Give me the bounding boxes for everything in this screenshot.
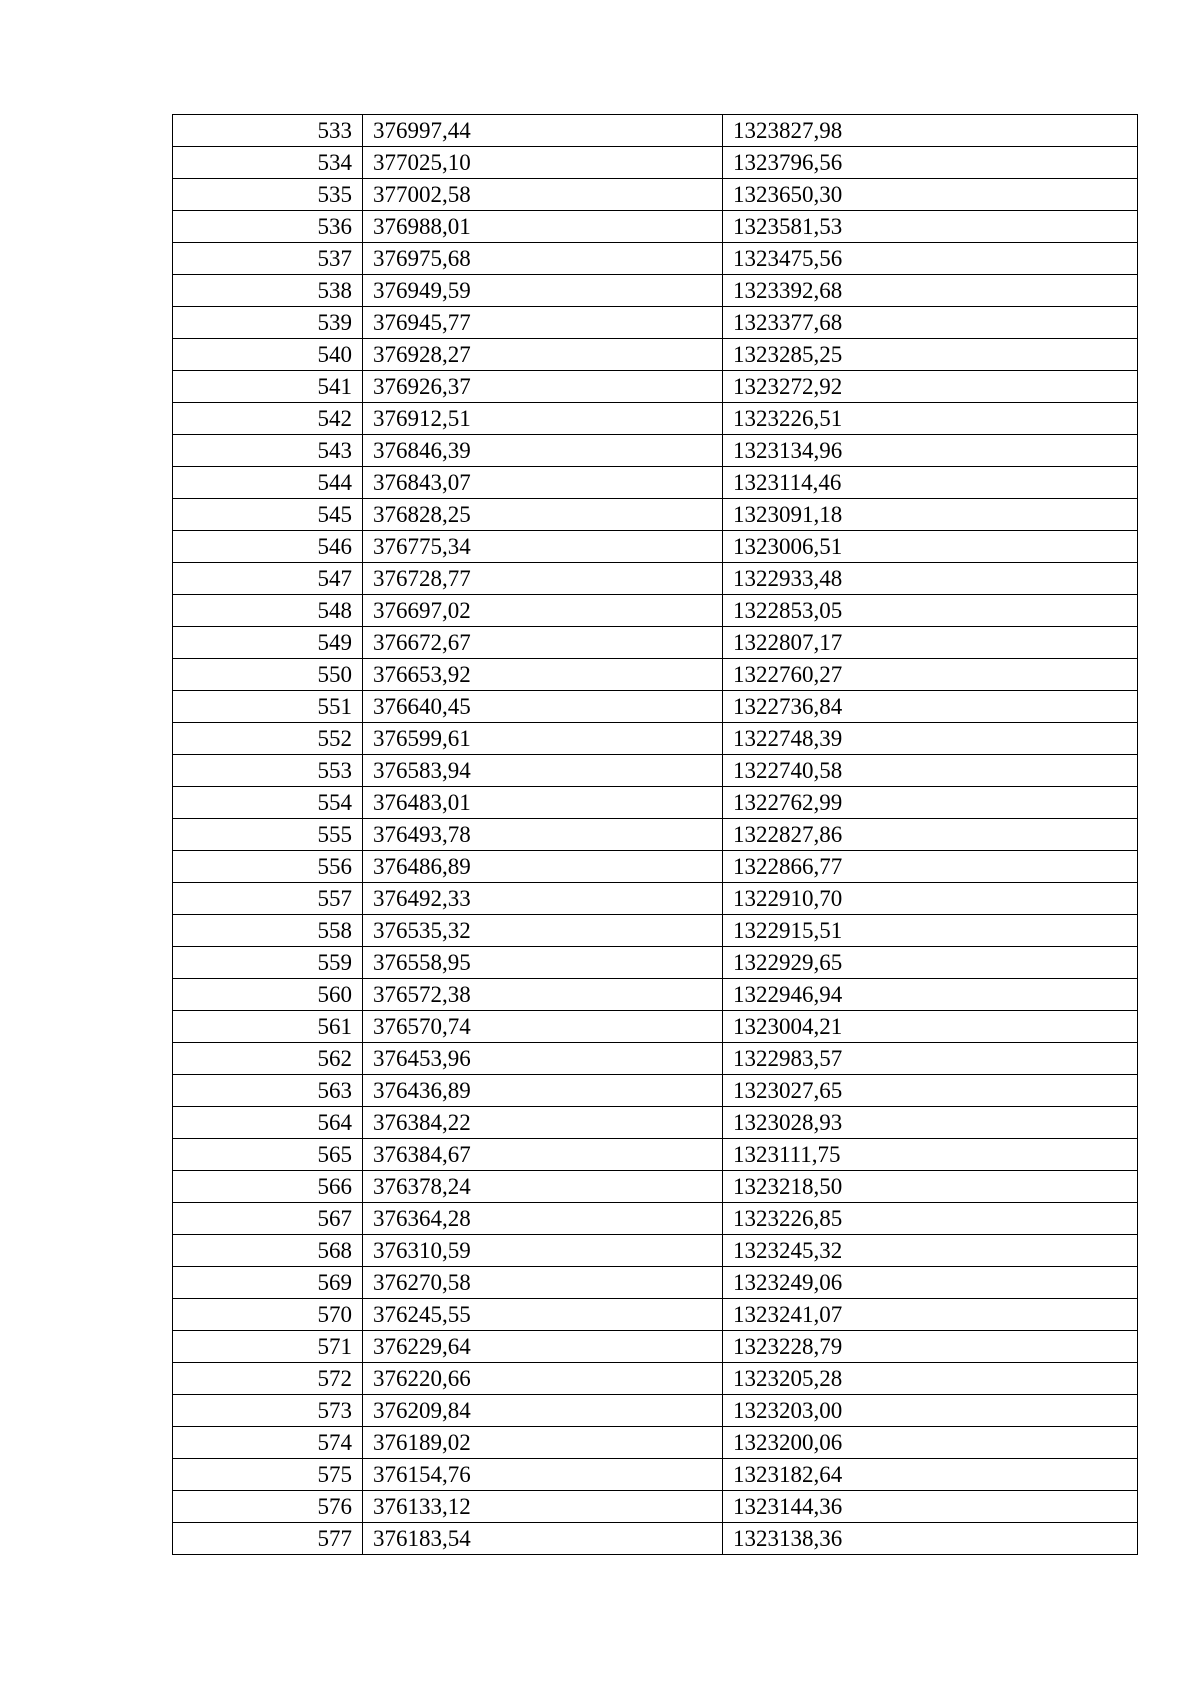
point-number-cell: 541: [173, 371, 363, 403]
table-row: [173, 979, 1138, 1011]
table-row: [173, 1235, 1138, 1267]
point-number-cell: 552: [173, 723, 363, 755]
x-coordinate-cell: 376572,38: [363, 979, 723, 1011]
y-coordinate-cell: 1322910,70: [723, 883, 1138, 915]
table-row: [173, 275, 1138, 307]
x-coordinate-cell: 376672,67: [363, 627, 723, 659]
point-number-cell: 561: [173, 1011, 363, 1043]
point-number-cell: 536: [173, 211, 363, 243]
table-row: [173, 755, 1138, 787]
point-number-cell: 551: [173, 691, 363, 723]
y-coordinate-cell: 1322760,27: [723, 659, 1138, 691]
y-coordinate-cell: 1322827,86: [723, 819, 1138, 851]
point-number-cell: 555: [173, 819, 363, 851]
point-number-cell: 573: [173, 1395, 363, 1427]
x-coordinate-cell: 376926,37: [363, 371, 723, 403]
x-coordinate-cell: 376154,76: [363, 1459, 723, 1491]
y-coordinate-cell: 1323228,79: [723, 1331, 1138, 1363]
y-coordinate-cell: 1323111,75: [723, 1139, 1138, 1171]
point-number-cell: 546: [173, 531, 363, 563]
y-coordinate-cell: 1322983,57: [723, 1043, 1138, 1075]
point-number-cell: 542: [173, 403, 363, 435]
table-row: [173, 1299, 1138, 1331]
y-coordinate-cell: 1323827,98: [723, 115, 1138, 147]
table-row: [173, 1427, 1138, 1459]
x-coordinate-cell: 376310,59: [363, 1235, 723, 1267]
x-coordinate-cell: 376492,33: [363, 883, 723, 915]
table-row: [173, 723, 1138, 755]
point-number-cell: 540: [173, 339, 363, 371]
x-coordinate-cell: 376384,22: [363, 1107, 723, 1139]
point-number-cell: 569: [173, 1267, 363, 1299]
x-coordinate-cell: 376486,89: [363, 851, 723, 883]
table-row: [173, 1459, 1138, 1491]
y-coordinate-cell: 1323226,51: [723, 403, 1138, 435]
y-coordinate-cell: 1322748,39: [723, 723, 1138, 755]
y-coordinate-cell: 1323245,32: [723, 1235, 1138, 1267]
point-number-cell: 537: [173, 243, 363, 275]
x-coordinate-cell: 376558,95: [363, 947, 723, 979]
y-coordinate-cell: 1323650,30: [723, 179, 1138, 211]
point-number-cell: 548: [173, 595, 363, 627]
table-row: [173, 1107, 1138, 1139]
y-coordinate-cell: 1323285,25: [723, 339, 1138, 371]
x-coordinate-cell: 376928,27: [363, 339, 723, 371]
x-coordinate-cell: 376229,64: [363, 1331, 723, 1363]
point-number-cell: 562: [173, 1043, 363, 1075]
point-number-cell: 571: [173, 1331, 363, 1363]
x-coordinate-cell: 376133,12: [363, 1491, 723, 1523]
table-row: [173, 531, 1138, 563]
point-number-cell: 567: [173, 1203, 363, 1235]
point-number-cell: 564: [173, 1107, 363, 1139]
y-coordinate-cell: 1323200,06: [723, 1427, 1138, 1459]
y-coordinate-cell: 1323144,36: [723, 1491, 1138, 1523]
x-coordinate-cell: 376945,77: [363, 307, 723, 339]
x-coordinate-cell: 376483,01: [363, 787, 723, 819]
table-row: [173, 435, 1138, 467]
point-number-cell: 553: [173, 755, 363, 787]
y-coordinate-cell: 1323581,53: [723, 211, 1138, 243]
table-row: [173, 1171, 1138, 1203]
y-coordinate-cell: 1322762,99: [723, 787, 1138, 819]
y-coordinate-cell: 1322915,51: [723, 915, 1138, 947]
y-coordinate-cell: 1323249,06: [723, 1267, 1138, 1299]
table-row: [173, 1011, 1138, 1043]
y-coordinate-cell: 1322736,84: [723, 691, 1138, 723]
y-coordinate-cell: 1323134,96: [723, 435, 1138, 467]
point-number-cell: 577: [173, 1523, 363, 1555]
y-coordinate-cell: 1323138,36: [723, 1523, 1138, 1555]
y-coordinate-cell: 1322929,65: [723, 947, 1138, 979]
table-row: [173, 1491, 1138, 1523]
point-number-cell: 544: [173, 467, 363, 499]
table-row: [173, 307, 1138, 339]
point-number-cell: 556: [173, 851, 363, 883]
x-coordinate-cell: 376270,58: [363, 1267, 723, 1299]
y-coordinate-cell: 1323392,68: [723, 275, 1138, 307]
x-coordinate-cell: 376640,45: [363, 691, 723, 723]
point-number-cell: 557: [173, 883, 363, 915]
table-row: [173, 1203, 1138, 1235]
x-coordinate-cell: 376183,54: [363, 1523, 723, 1555]
point-number-cell: 559: [173, 947, 363, 979]
coordinates-table: [172, 114, 1138, 1555]
y-coordinate-cell: 1323006,51: [723, 531, 1138, 563]
x-coordinate-cell: 376599,61: [363, 723, 723, 755]
point-number-cell: 574: [173, 1427, 363, 1459]
table-row: [173, 819, 1138, 851]
table-row: [173, 787, 1138, 819]
x-coordinate-cell: 376949,59: [363, 275, 723, 307]
table-row: [173, 1363, 1138, 1395]
table-row: [173, 659, 1138, 691]
table-row: [173, 563, 1138, 595]
y-coordinate-cell: 1323028,93: [723, 1107, 1138, 1139]
table-row: [173, 947, 1138, 979]
y-coordinate-cell: 1322740,58: [723, 755, 1138, 787]
point-number-cell: 565: [173, 1139, 363, 1171]
y-coordinate-cell: 1323226,85: [723, 1203, 1138, 1235]
table-row: [173, 1043, 1138, 1075]
table-row: [173, 883, 1138, 915]
point-number-cell: 550: [173, 659, 363, 691]
coordinates-table-body: [173, 115, 1138, 1555]
table-row: [173, 467, 1138, 499]
x-coordinate-cell: 376364,28: [363, 1203, 723, 1235]
point-number-cell: 533: [173, 115, 363, 147]
point-number-cell: 566: [173, 1171, 363, 1203]
x-coordinate-cell: 376843,07: [363, 467, 723, 499]
point-number-cell: 568: [173, 1235, 363, 1267]
point-number-cell: 576: [173, 1491, 363, 1523]
x-coordinate-cell: 376728,77: [363, 563, 723, 595]
y-coordinate-cell: 1323796,56: [723, 147, 1138, 179]
y-coordinate-cell: 1323475,56: [723, 243, 1138, 275]
x-coordinate-cell: 376453,96: [363, 1043, 723, 1075]
point-number-cell: 539: [173, 307, 363, 339]
y-coordinate-cell: 1323114,46: [723, 467, 1138, 499]
x-coordinate-cell: 376775,34: [363, 531, 723, 563]
point-number-cell: 549: [173, 627, 363, 659]
table-row: [173, 595, 1138, 627]
point-number-cell: 575: [173, 1459, 363, 1491]
x-coordinate-cell: 376583,94: [363, 755, 723, 787]
y-coordinate-cell: 1323218,50: [723, 1171, 1138, 1203]
x-coordinate-cell: 376245,55: [363, 1299, 723, 1331]
point-number-cell: 570: [173, 1299, 363, 1331]
y-coordinate-cell: 1323004,21: [723, 1011, 1138, 1043]
point-number-cell: 538: [173, 275, 363, 307]
y-coordinate-cell: 1323272,92: [723, 371, 1138, 403]
y-coordinate-cell: 1322853,05: [723, 595, 1138, 627]
table-row: [173, 1267, 1138, 1299]
table-row: [173, 179, 1138, 211]
x-coordinate-cell: 376912,51: [363, 403, 723, 435]
table-row: [173, 147, 1138, 179]
point-number-cell: 535: [173, 179, 363, 211]
x-coordinate-cell: 376209,84: [363, 1395, 723, 1427]
table-row: [173, 211, 1138, 243]
y-coordinate-cell: 1322866,77: [723, 851, 1138, 883]
y-coordinate-cell: 1323027,65: [723, 1075, 1138, 1107]
y-coordinate-cell: 1322933,48: [723, 563, 1138, 595]
y-coordinate-cell: 1323205,28: [723, 1363, 1138, 1395]
x-coordinate-cell: 376997,44: [363, 115, 723, 147]
x-coordinate-cell: 376535,32: [363, 915, 723, 947]
table-row: [173, 851, 1138, 883]
x-coordinate-cell: 376436,89: [363, 1075, 723, 1107]
table-row: [173, 1395, 1138, 1427]
x-coordinate-cell: 376975,68: [363, 243, 723, 275]
table-row: [173, 1331, 1138, 1363]
table-row: [173, 243, 1138, 275]
point-number-cell: 534: [173, 147, 363, 179]
point-number-cell: 554: [173, 787, 363, 819]
point-number-cell: 545: [173, 499, 363, 531]
table-row: [173, 1139, 1138, 1171]
table-row: [173, 339, 1138, 371]
y-coordinate-cell: 1323091,18: [723, 499, 1138, 531]
point-number-cell: 560: [173, 979, 363, 1011]
x-coordinate-cell: 376846,39: [363, 435, 723, 467]
x-coordinate-cell: 376697,02: [363, 595, 723, 627]
table-row: [173, 403, 1138, 435]
x-coordinate-cell: 376493,78: [363, 819, 723, 851]
point-number-cell: 543: [173, 435, 363, 467]
table-row: [173, 1075, 1138, 1107]
point-number-cell: 558: [173, 915, 363, 947]
y-coordinate-cell: 1322946,94: [723, 979, 1138, 1011]
point-number-cell: 572: [173, 1363, 363, 1395]
x-coordinate-cell: 376653,92: [363, 659, 723, 691]
table-row: [173, 371, 1138, 403]
y-coordinate-cell: 1323203,00: [723, 1395, 1138, 1427]
table-row: [173, 627, 1138, 659]
y-coordinate-cell: 1322807,17: [723, 627, 1138, 659]
x-coordinate-cell: 377002,58: [363, 179, 723, 211]
x-coordinate-cell: 376988,01: [363, 211, 723, 243]
y-coordinate-cell: 1323182,64: [723, 1459, 1138, 1491]
y-coordinate-cell: 1323241,07: [723, 1299, 1138, 1331]
x-coordinate-cell: 376828,25: [363, 499, 723, 531]
point-number-cell: 547: [173, 563, 363, 595]
x-coordinate-cell: 376189,02: [363, 1427, 723, 1459]
y-coordinate-cell: 1323377,68: [723, 307, 1138, 339]
x-coordinate-cell: 376220,66: [363, 1363, 723, 1395]
table-row: [173, 691, 1138, 723]
table-row: [173, 915, 1138, 947]
x-coordinate-cell: 376570,74: [363, 1011, 723, 1043]
x-coordinate-cell: 377025,10: [363, 147, 723, 179]
table-row: [173, 499, 1138, 531]
table-row: [173, 115, 1138, 147]
x-coordinate-cell: 376378,24: [363, 1171, 723, 1203]
point-number-cell: 563: [173, 1075, 363, 1107]
table-row: [173, 1523, 1138, 1555]
x-coordinate-cell: 376384,67: [363, 1139, 723, 1171]
